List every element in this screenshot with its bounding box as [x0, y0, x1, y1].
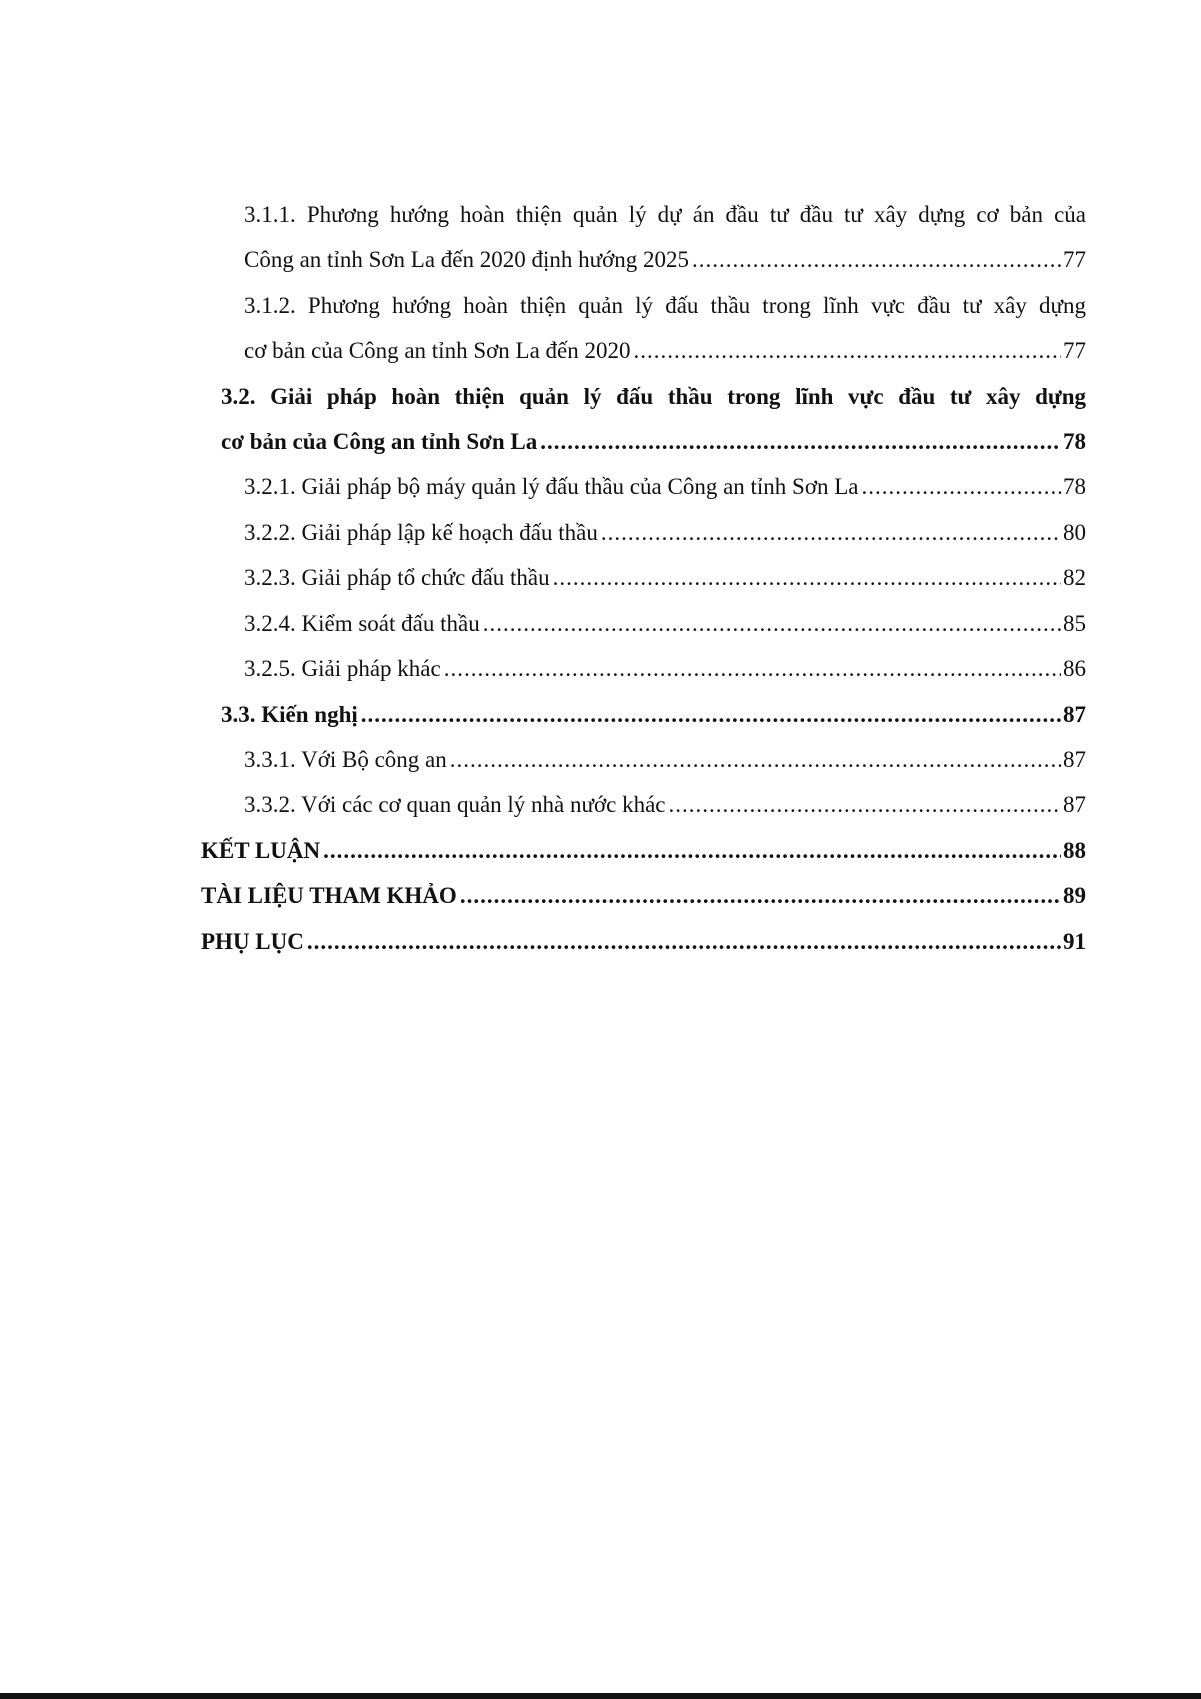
- toc-entry-ket-luan[interactable]: [201, 836, 1086, 866]
- toc-entry-3-3-1[interactable]: [244, 745, 1086, 775]
- toc-entry-text: 3.1.1. Phương hướng hoàn thiện quản lý dự án đầu tư đầu tư xây dựng cơ bản của: [244, 202, 1086, 227]
- toc-entry-text: Công an tỉnh Sơn La đến 2020 định hướng 2025: [244, 247, 690, 272]
- toc-page-number: 78: [1063, 429, 1086, 454]
- toc-page-number: 85: [1063, 611, 1086, 636]
- toc-entry-text: 3.2.4. Kiểm soát đấu thầu: [244, 611, 480, 636]
- toc-entry-3-2-5[interactable]: [244, 654, 1086, 684]
- toc-entry-3-1-2-line1[interactable]: [244, 291, 1086, 321]
- toc-page-number: 77: [1063, 338, 1086, 363]
- toc-page-number: 89: [1063, 883, 1086, 908]
- toc-entry-3-2-line2[interactable]: [221, 427, 1086, 457]
- toc-entry-text: 3.2.2. Giải pháp lập kế hoạch đấu thầu: [244, 520, 598, 545]
- page-bottom-border: [0, 1693, 1201, 1699]
- toc-entry-3-2-line1[interactable]: [221, 382, 1086, 412]
- toc-entry-3-2-4[interactable]: [244, 609, 1086, 639]
- dot-leader: [450, 745, 1061, 775]
- dot-leader: [323, 836, 1061, 866]
- toc-page-number: 77: [1063, 247, 1086, 272]
- toc-entry-text: 3.2.3. Giải pháp tổ chức đấu thầu: [244, 565, 550, 590]
- dot-leader: [307, 927, 1061, 957]
- toc-entry-text: 3.3.1. Với Bộ công an: [244, 747, 447, 772]
- toc-entry-text: 3.1.2. Phương hướng hoàn thiện quản lý đấu thầu trong lĩnh vực đầu tư xây dựng: [244, 293, 1086, 318]
- toc-entry-text: 3.2.5. Giải pháp khác: [244, 656, 441, 681]
- toc-entry-phu-luc[interactable]: [201, 927, 1086, 957]
- toc-entry-tai-lieu-tham-khao[interactable]: [201, 881, 1086, 911]
- toc-page-number: 87: [1063, 792, 1086, 817]
- toc-page-number: 87: [1063, 747, 1086, 772]
- dot-leader: [669, 790, 1061, 820]
- toc-entry-3-1-1-line2[interactable]: [244, 245, 1086, 275]
- dot-leader: [540, 427, 1061, 457]
- toc-entry-3-3-2[interactable]: [244, 790, 1086, 820]
- toc-entry-text: 3.2. Giải pháp hoàn thiện quản lý đấu thầu trong lĩnh vực đầu tư xây dựng: [221, 384, 1086, 409]
- toc-entry-text: 3.2.1. Giải pháp bộ máy quản lý đấu thầu của Công an tỉnh Sơn La: [244, 474, 859, 499]
- toc-page-number: 80: [1063, 520, 1086, 545]
- toc-entry-text: 3.3.2. Với các cơ quan quản lý nhà nước khác: [244, 792, 666, 817]
- toc-entry-3-2-3[interactable]: [244, 563, 1086, 593]
- toc-page-number: 82: [1063, 565, 1086, 590]
- toc-entry-3-1-2-line2[interactable]: [244, 336, 1086, 366]
- toc-entry-3-2-1[interactable]: [244, 472, 1086, 502]
- toc-entry-text: 3.3. Kiến nghị: [221, 702, 358, 727]
- dot-leader: [444, 654, 1061, 684]
- toc-entry-3-2-2[interactable]: [244, 518, 1086, 548]
- toc-entry-text: TÀI LIỆU THAM KHẢO: [201, 883, 457, 908]
- dot-leader: [361, 700, 1061, 730]
- dot-leader: [460, 881, 1061, 911]
- toc-page-number: 86: [1063, 656, 1086, 681]
- dot-leader: [692, 245, 1061, 275]
- toc-entry-text: KẾT LUẬN: [201, 838, 321, 863]
- toc-page-number: 91: [1063, 929, 1086, 954]
- toc-entry-text: cơ bản của Công an tỉnh Sơn La đến 2020: [244, 338, 631, 363]
- dot-leader: [553, 563, 1061, 593]
- toc-page-number: 87: [1063, 702, 1086, 727]
- dot-leader: [483, 609, 1061, 639]
- toc-entry-3-1-1-line1[interactable]: [244, 200, 1086, 230]
- toc-page-number: 78: [1063, 474, 1086, 499]
- dot-leader: [601, 518, 1061, 548]
- toc-entry-text: PHỤ LỤC: [201, 929, 304, 954]
- dot-leader: [634, 336, 1062, 366]
- toc-entry-text: cơ bản của Công an tỉnh Sơn La: [221, 429, 538, 454]
- dot-leader: [862, 472, 1061, 502]
- toc-entry-3-3[interactable]: [221, 700, 1086, 730]
- toc-page-number: 88: [1063, 838, 1086, 863]
